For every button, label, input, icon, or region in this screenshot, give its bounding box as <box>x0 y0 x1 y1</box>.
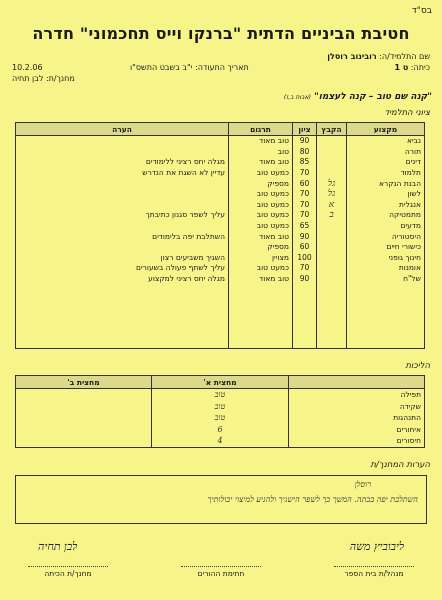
motto <box>284 92 432 102</box>
conduct-half-a: 4 <box>152 435 289 447</box>
col-subject: מקצוע <box>347 123 425 136</box>
grade-row <box>16 136 425 147</box>
grade-row <box>16 147 425 158</box>
grade-translation: מספיק <box>229 242 293 253</box>
educator-sig-line <box>28 566 108 567</box>
grade-level: גל <box>317 189 347 200</box>
grade-translation: כמעט טוב <box>229 189 293 200</box>
grade-row <box>16 253 425 264</box>
grade-note <box>16 337 229 348</box>
grade-level: גל <box>317 178 347 189</box>
grade-subject: של"ח <box>347 274 425 285</box>
grade-note <box>16 189 229 200</box>
grade-subject <box>347 295 425 306</box>
conduct-half-a: טוב <box>152 401 289 413</box>
grade-translation: טוב <box>229 147 293 158</box>
grade-subject: תלמוד <box>347 168 425 179</box>
educator-signature: לבן תחיה <box>38 540 78 553</box>
grade-note <box>16 284 229 295</box>
grade-translation: טוב מאוד <box>229 136 293 147</box>
student-name: רובינוב רוסלן <box>327 52 377 61</box>
conduct-row <box>16 435 425 447</box>
grade-value <box>293 316 317 327</box>
educator-value: לבן תחיה <box>12 74 44 83</box>
grade-level <box>317 327 347 338</box>
grade-value: 70 <box>293 189 317 200</box>
parents-label: חתימת ההורים <box>197 569 245 578</box>
grade-subject: מתמטיקה <box>347 210 425 221</box>
grade-level <box>317 168 347 179</box>
conduct-label: התנהגות <box>289 412 425 424</box>
grade-note <box>16 306 229 317</box>
grade-level: א <box>317 200 347 211</box>
conduct-half-b <box>16 435 152 447</box>
grade-row <box>16 157 425 168</box>
grade-row <box>16 263 425 274</box>
grade-subject <box>347 327 425 338</box>
grade-subject <box>347 337 425 348</box>
grade-level <box>317 274 347 285</box>
grade-subject: כישורי חיים <box>347 242 425 253</box>
grade-note <box>16 242 229 253</box>
educator-label: מחנך/ת הכיתה <box>44 569 92 578</box>
class-label: כיתה: <box>410 63 430 72</box>
grade-subject: אומנות <box>347 263 425 274</box>
student-field <box>327 52 430 61</box>
grade-level <box>317 316 347 327</box>
conduct-col-label <box>289 376 425 389</box>
bsd-mark: בס"ד <box>411 6 432 16</box>
grade-translation <box>229 316 293 327</box>
grade-translation: מצויין <box>229 253 293 264</box>
grade-level <box>317 231 347 242</box>
grade-translation: כמעט טוב <box>229 221 293 232</box>
grade-translation: כמעט טוב <box>229 200 293 211</box>
cert-date-label: תאריך התעודה: <box>195 63 249 72</box>
grade-note: עליך לשתף פעולה בשעורים <box>16 263 229 274</box>
grade-note: השגיך משביעים רצון <box>16 253 229 264</box>
grade-value <box>293 327 317 338</box>
grade-translation <box>229 295 293 306</box>
grade-level <box>317 295 347 306</box>
conduct-header-row <box>16 376 425 389</box>
grade-translation: כמעט טוב <box>229 168 293 179</box>
grades-section-title: ציוני התלמיד <box>384 108 430 118</box>
class-value: ט 1 <box>394 63 409 72</box>
grade-value <box>293 295 317 306</box>
grade-translation: טוב מאוד <box>229 157 293 168</box>
print-date: 10.2.06 <box>12 63 43 72</box>
grade-level <box>317 284 347 295</box>
grade-level: ב <box>317 210 347 221</box>
grade-translation: כמעט טוב <box>229 263 293 274</box>
grade-subject: תורה <box>347 147 425 158</box>
cert-date-value: י"ב בשבט התשס"ו <box>130 63 193 72</box>
grade-value: 70 <box>293 263 317 274</box>
grade-value <box>293 306 317 317</box>
grade-subject: לשון <box>347 189 425 200</box>
conduct-half-b <box>16 412 152 424</box>
grade-row <box>16 168 425 179</box>
grade-translation <box>229 306 293 317</box>
grade-note: עדיין לא השגת את הנדרש <box>16 168 229 179</box>
grade-value: 60 <box>293 178 317 189</box>
grade-note <box>16 147 229 158</box>
grade-level <box>317 263 347 274</box>
grade-subject: הבנת הנקרא <box>347 178 425 189</box>
grade-subject <box>347 316 425 327</box>
grade-subject: אנגלית <box>347 200 425 211</box>
grade-note: מגלה יחס רציני ללימודים <box>16 157 229 168</box>
grade-value: 60 <box>293 242 317 253</box>
grade-level <box>317 221 347 232</box>
notes-box <box>15 475 427 524</box>
conduct-table <box>15 375 425 448</box>
educator-label: מחנך/ת: <box>45 74 75 83</box>
notes-text: השתלבת יפה בכתה. המשך כך לשפר הישגיך ולהגיע למיצוי יכולותיך <box>207 495 418 504</box>
grade-value: 70 <box>293 200 317 211</box>
grade-translation: טוב מאוד <box>229 274 293 285</box>
student-label: שם התלמיד/ה: <box>379 52 430 61</box>
conduct-label: תפילה <box>289 389 425 401</box>
principal-signature: ליבוביץ משה <box>349 540 404 553</box>
grade-subject: דינים <box>347 157 425 168</box>
grade-level <box>317 306 347 317</box>
col-level: הקבץ <box>317 123 347 136</box>
grade-value: 90 <box>293 136 317 147</box>
grade-translation: כמעט טוב <box>229 210 293 221</box>
conduct-row <box>16 424 425 436</box>
grade-level <box>317 136 347 147</box>
grade-row <box>16 274 425 285</box>
grade-value <box>293 337 317 348</box>
grade-note <box>16 295 229 306</box>
conduct-row <box>16 389 425 401</box>
conduct-label: שקידה <box>289 401 425 413</box>
educator-field <box>12 74 75 83</box>
grade-note <box>16 221 229 232</box>
grade-level <box>317 157 347 168</box>
conduct-section-title: הליכות <box>405 361 430 371</box>
grade-level <box>317 253 347 264</box>
grade-translation <box>229 327 293 338</box>
conduct-row <box>16 412 425 424</box>
motto-text: "קנה שם טוב – קנה לעצמו" <box>314 92 432 102</box>
grade-row <box>16 327 425 338</box>
grade-value: 100 <box>293 253 317 264</box>
col-grade: ציון <box>293 123 317 136</box>
conduct-row <box>16 401 425 413</box>
grade-value: 85 <box>293 157 317 168</box>
grade-translation: טוב מאוד <box>229 231 293 242</box>
grade-row <box>16 210 425 221</box>
grade-row <box>16 295 425 306</box>
principal-label: מנהל/ת בית הספר <box>344 569 404 578</box>
grade-level <box>317 337 347 348</box>
grade-note <box>16 327 229 338</box>
conduct-half-b <box>16 401 152 413</box>
grade-row <box>16 306 425 317</box>
grade-level <box>317 242 347 253</box>
grade-note <box>16 178 229 189</box>
notes-section-title: הערות המחנך/ת <box>370 460 430 470</box>
grade-subject: חינוך גופני <box>347 253 425 264</box>
grade-row <box>16 178 425 189</box>
conduct-half-a: 6 <box>152 424 289 436</box>
grade-note <box>16 136 229 147</box>
grade-value: 80 <box>293 147 317 158</box>
conduct-half-a: טוב <box>152 389 289 401</box>
grade-subject <box>347 284 425 295</box>
grade-row <box>16 221 425 232</box>
notes-student-name: רוסלן <box>354 480 371 489</box>
grade-subject: מדעים <box>347 221 425 232</box>
conduct-label: איחורים <box>289 424 425 436</box>
class-field <box>394 63 430 72</box>
grade-note <box>16 200 229 211</box>
col-note: הערה <box>16 123 229 136</box>
grade-value: 65 <box>293 221 317 232</box>
cert-date-field <box>130 63 249 72</box>
school-title: חטיבת הביניים הדתית "ברנקו וייס תחכמוני" חדרה <box>32 24 410 43</box>
grade-translation <box>229 284 293 295</box>
principal-sig-line <box>334 566 414 567</box>
grade-row <box>16 231 425 242</box>
grade-row <box>16 337 425 348</box>
grade-level <box>317 147 347 158</box>
grade-note: מגלה יחס רציני למקצוע <box>16 274 229 285</box>
grade-translation: מספיק <box>229 178 293 189</box>
motto-source: (אבות ב,ז) <box>283 94 311 101</box>
grades-header-row <box>16 123 425 136</box>
grade-row <box>16 189 425 200</box>
conduct-half-b <box>16 389 152 401</box>
grade-row <box>16 242 425 253</box>
grade-value: 90 <box>293 274 317 285</box>
parents-sig-line <box>181 566 261 567</box>
grade-row <box>16 200 425 211</box>
grade-translation <box>229 337 293 348</box>
col-translation: תרגום <box>229 123 293 136</box>
grade-subject: נביא <box>347 136 425 147</box>
conduct-col-half-a: מחצית א' <box>152 376 289 389</box>
grade-note: השתלבת יפה בלימודים <box>16 231 229 242</box>
conduct-label: חיסורים <box>289 435 425 447</box>
grade-value: 70 <box>293 168 317 179</box>
conduct-half-a: טוב <box>152 412 289 424</box>
grade-note: עליך לשפר סגנון כתיבתך <box>16 210 229 221</box>
grade-row <box>16 284 425 295</box>
grade-subject: היסטוריה <box>347 231 425 242</box>
grade-value: 90 <box>293 231 317 242</box>
grade-note <box>16 316 229 327</box>
grade-subject <box>347 306 425 317</box>
grade-row <box>16 316 425 327</box>
grade-value <box>293 284 317 295</box>
grade-value: 70 <box>293 210 317 221</box>
conduct-half-b <box>16 424 152 436</box>
conduct-col-half-b: מחצית ב' <box>16 376 152 389</box>
grades-table <box>15 122 425 349</box>
